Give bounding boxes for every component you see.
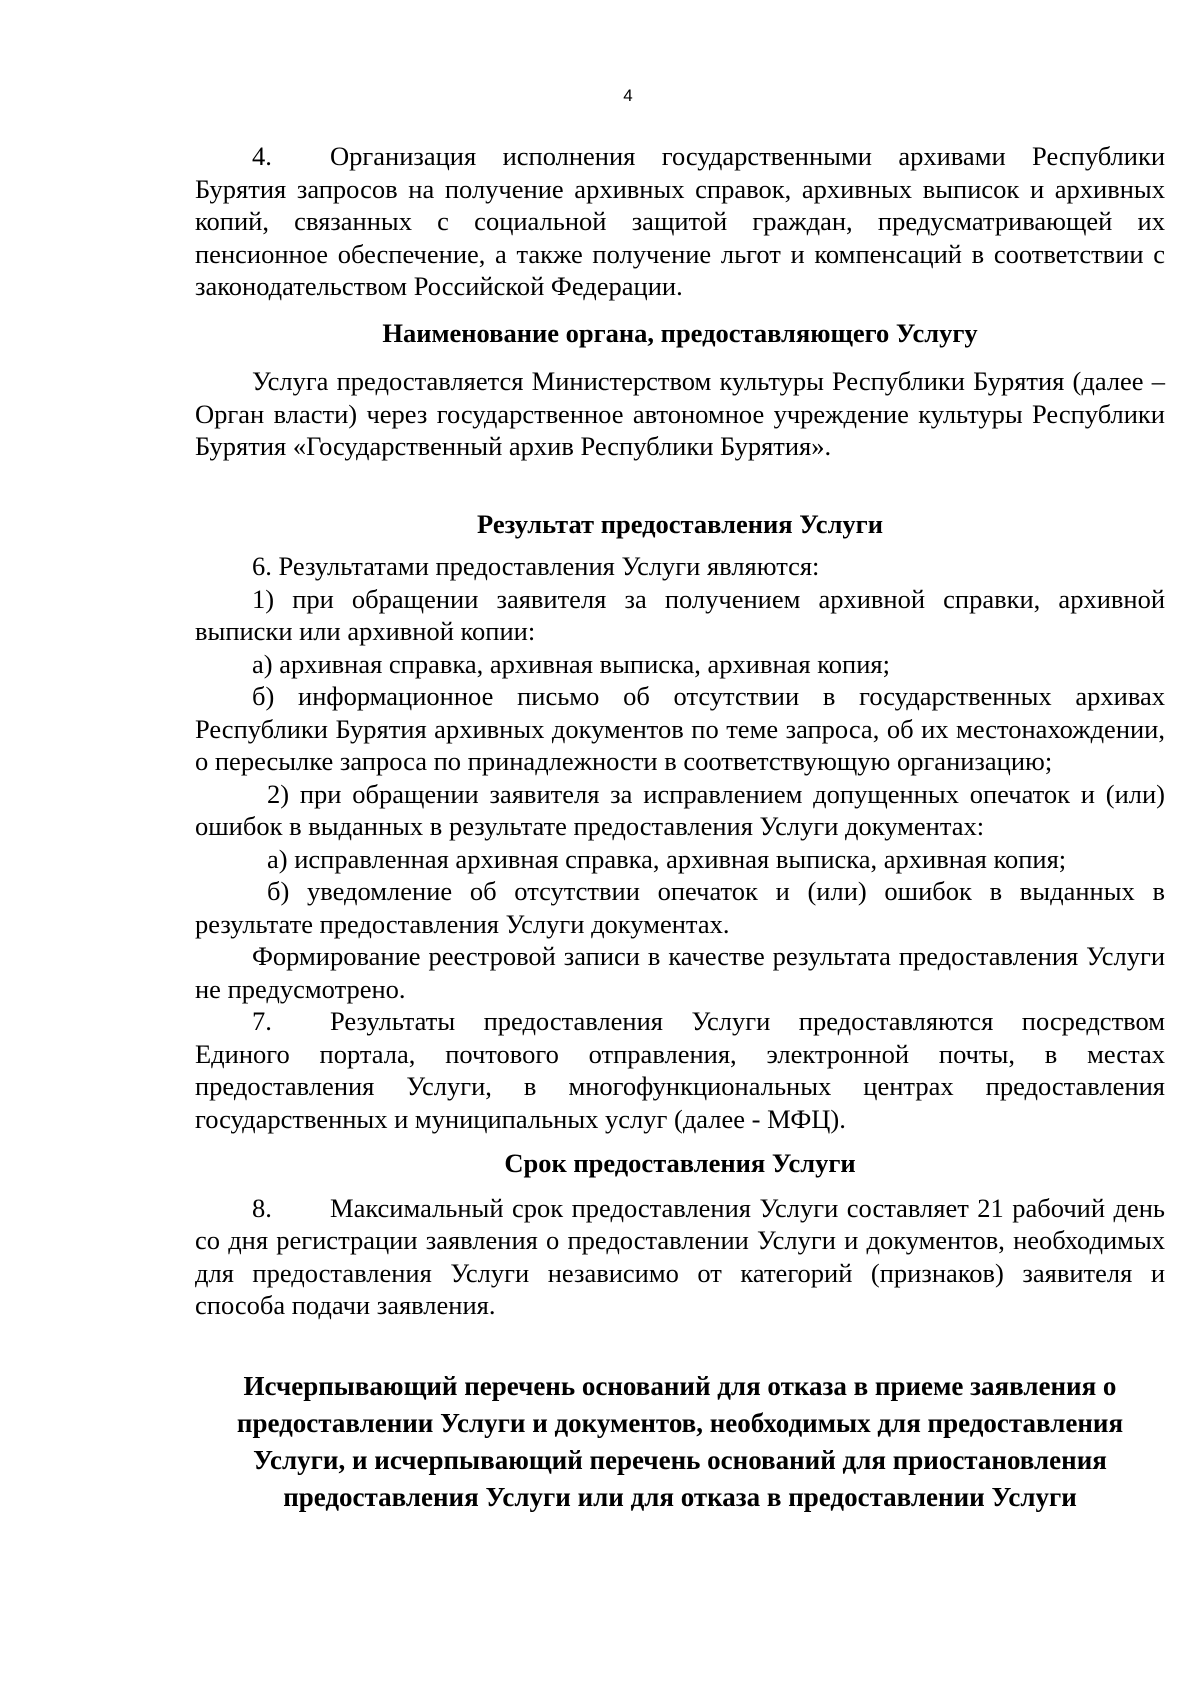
page-number: 4 (623, 86, 633, 105)
paragraph-7 (195, 1005, 1165, 1135)
paragraph-8-text: Максимальный срок предоставления Услуги составляет 21 рабочий день со дня регистрации заявления о предоставлении Услуги и документов, необходимых для предоставления Услуги независимо от категорий (признаков) заявителя и способа подачи заявления. (195, 1192, 1165, 1320)
paragraph-5: Услуга предоставляется Министерством культуры Республики Бурятия (далее – Орган власти) через государственное автономное учреждение культуры Республики Бурятия «Государственный архив Республики Бурятия». (195, 366, 1165, 461)
heading-authority-name: Наименование органа, предоставляющего Услугу (382, 317, 978, 348)
paragraph-6-1-b: б) информационное письмо об отсутствии в государственных архивах Республики Бурятия архивных документов по теме запроса, об их местонахождении, о пересылке запроса по принадлежности в соответствующую организацию; (195, 681, 1165, 776)
paragraph-4-text: Организация исполнения государственными архивами Республики Бурятия запросов на получение архивных справок, архивных выписок и архивных копий, связанных с социальной защитой граждан, предусматривающей их пенсионное обеспечение, а также получение льгот и компенсаций в соответствии с законодательством Российской Федерации. (195, 141, 1165, 301)
paragraph-7-text: Результаты предоставления Услуги предоставляются посредством Единого портала, почтового отправления, электронной почты, в местах предоставления Услуги, в многофункциональных центрах предоставления государственных и муниципальных услуг (далее - МФЦ). (195, 1006, 1165, 1134)
heading-service-term: Срок предоставления Услуги (504, 1148, 856, 1178)
paragraph-6: 6. Результатами предоставления Услуги являются: (252, 551, 820, 581)
paragraph-8-number: 8. (252, 1192, 272, 1223)
paragraph-6-2: 2) при обращении заявителя за исправлением допущенных опечаток и (или) ошибок в выданных в результате предоставления Услуги документах: (195, 778, 1165, 841)
paragraph-6-1-a: а) архивная справка, архивная выписка, архивная копия; (252, 648, 890, 679)
document-body (195, 140, 1165, 1516)
paragraph-registry-note: Формирование реестровой записи в качестве результата предоставления Услуги не предусмотрено. (195, 941, 1165, 1004)
paragraph-6-2-a: а) исправленная архивная справка, архивная выписка, архивная копия; (267, 843, 1067, 874)
paragraph-6-2-b: б) уведомление об отсутствии опечаток и (или) ошибок в выданных в результате предоставления Услуги документах. (195, 876, 1165, 939)
paragraph-7-number: 7. (252, 1006, 272, 1036)
heading-refusal-grounds: Исчерпывающий перечень оснований для отказа в приеме заявления о предоставлении Услуги и документов, необходимых для предоставления Услуги, и исчерпывающий перечень оснований для приостановления предоставления Услуги или для отказа в предоставлении Услуги (236, 1370, 1124, 1512)
paragraph-4-number: 4. (252, 141, 272, 171)
paragraph-4 (195, 140, 1165, 303)
heading-service-result: Результат предоставления Услуги (477, 508, 883, 539)
paragraph-8 (195, 1192, 1165, 1322)
paragraph-6-1: 1) при обращении заявителя за получением архивной справки, архивной выписки или архивной копии: (195, 583, 1165, 646)
